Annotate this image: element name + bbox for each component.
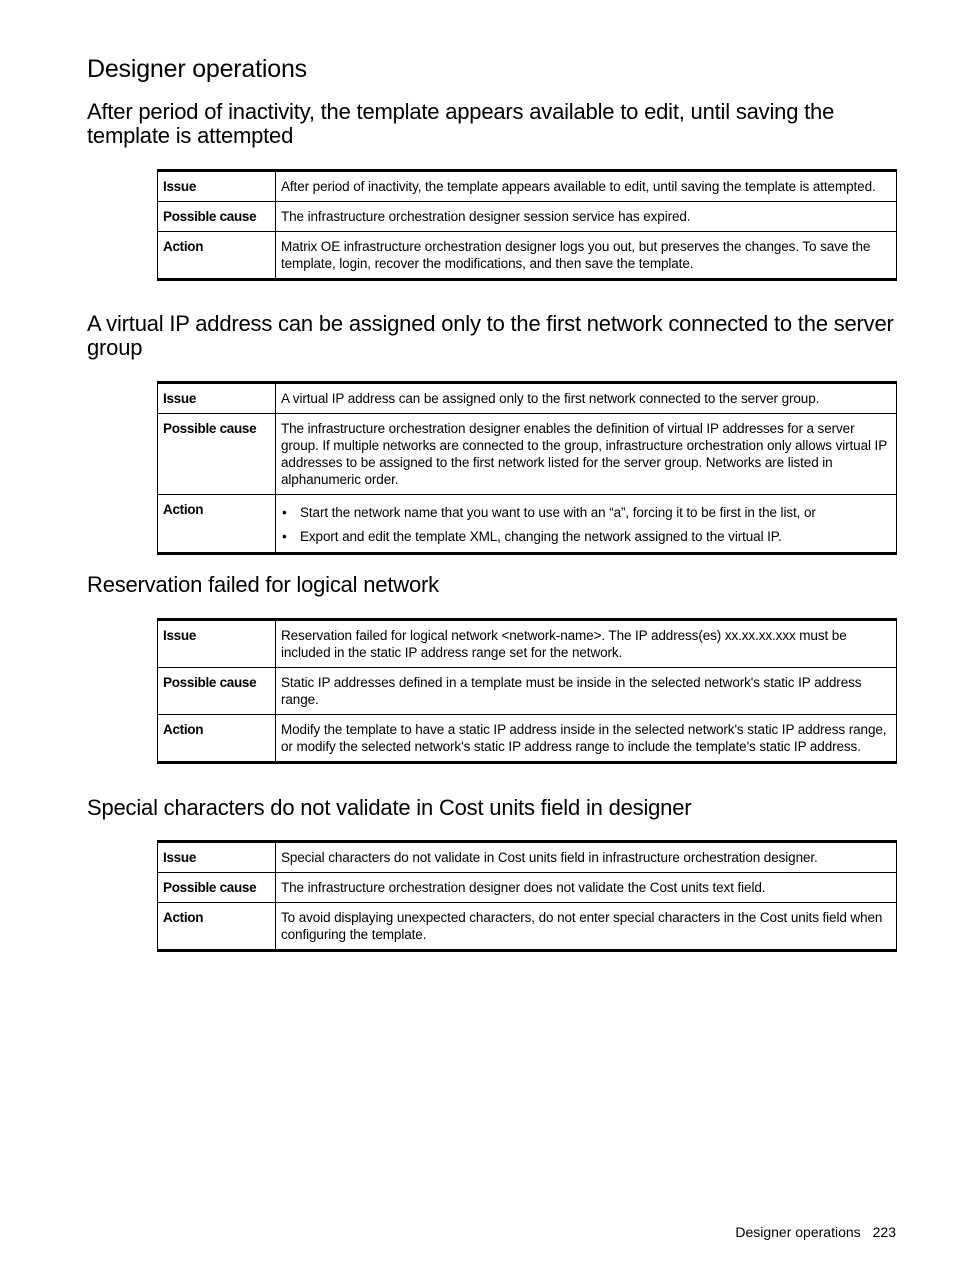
action-label: Action xyxy=(158,903,276,951)
issue-label: Issue xyxy=(158,620,276,668)
table-row-action xyxy=(158,495,897,554)
cause-label: Possible cause xyxy=(158,668,276,715)
footer-section-name: Designer operations xyxy=(735,1224,861,1240)
table-row-issue xyxy=(158,842,897,873)
cause-text: The infrastructure orchestration designer enables the definition of virtual IP addresses for a server group. If multiple networks are connected to the group, infrastructure orchestration only allows virtual IP addresses to be assigned to the first network listed for the server group. Networks are listed in alphanumeric order. xyxy=(276,414,897,495)
list-item: • Export and edit the template XML, changing the network assigned to the virtual IP. xyxy=(300,528,891,545)
cause-label: Possible cause xyxy=(158,202,276,232)
cause-label: Possible cause xyxy=(158,873,276,903)
list-item: • Start the network name that you want to use with an “a”, forcing it to be first in the list, or xyxy=(300,504,891,521)
issue-text: A virtual IP address can be assigned only to the first network connected to the server group. xyxy=(276,383,897,414)
table-row-issue xyxy=(158,383,897,414)
issue-label: Issue xyxy=(158,171,276,202)
cause-text: Static IP addresses defined in a template must be inside in the selected network's static IP address range. xyxy=(276,668,897,715)
page-footer xyxy=(735,1223,896,1241)
table-inactivity xyxy=(157,169,897,281)
table-row-cause xyxy=(158,202,897,232)
table-reservation xyxy=(157,618,897,764)
table-row-issue xyxy=(158,171,897,202)
action-label: Action xyxy=(158,232,276,280)
action-text: Modify the template to have a static IP address inside in the selected network's static IP address range, or modify the selected network's static IP address range to include the template's static IP address. xyxy=(276,715,897,763)
table-row-cause xyxy=(158,668,897,715)
issue-text: Reservation failed for logical network <network-name>. The IP address(es) xx.xx.xx.xxx must be included in the static IP address range set for the network. xyxy=(276,620,897,668)
cause-text: The infrastructure orchestration designer session service has expired. xyxy=(276,202,897,232)
cause-label: Possible cause xyxy=(158,414,276,495)
issue-label: Issue xyxy=(158,383,276,414)
action-label: Action xyxy=(158,495,276,554)
issue-label: Issue xyxy=(158,842,276,873)
page-title: Designer operations xyxy=(87,55,307,83)
action-list xyxy=(281,504,891,545)
table-row-action xyxy=(158,715,897,763)
action-label: Action xyxy=(158,715,276,763)
action-text: Matrix OE infrastructure orchestration designer logs you out, but preserves the changes. To save the template, login, recover the modifications, and then save the template. xyxy=(276,232,897,280)
section-title-reservation: Reservation failed for logical network xyxy=(87,572,439,597)
table-row-cause xyxy=(158,873,897,903)
table-row-issue xyxy=(158,620,897,668)
cause-text: The infrastructure orchestration designer does not validate the Cost units text field. xyxy=(276,873,897,903)
page-number: 223 xyxy=(872,1224,896,1240)
section-title-virtual-ip: A virtual IP address can be assigned only to the first network connected to the server group xyxy=(87,311,894,360)
issue-text: Special characters do not validate in Cost units field in infrastructure orchestration designer. xyxy=(276,842,897,873)
table-virtual-ip xyxy=(157,381,897,555)
action-text: To avoid displaying unexpected characters, do not enter special characters in the Cost units field when configuring the template. xyxy=(276,903,897,951)
table-special-characters xyxy=(157,840,897,952)
action-list-cell xyxy=(276,495,897,554)
table-row-action xyxy=(158,903,897,951)
table-row-cause xyxy=(158,414,897,495)
issue-text: After period of inactivity, the template appears available to edit, until saving the template is attempted. xyxy=(276,171,897,202)
section-title-inactivity: After period of inactivity, the template appears available to edit, until saving the template is attempted xyxy=(87,99,835,148)
section-title-special-characters: Special characters do not validate in Cost units field in designer xyxy=(87,795,692,820)
table-row-action xyxy=(158,232,897,280)
